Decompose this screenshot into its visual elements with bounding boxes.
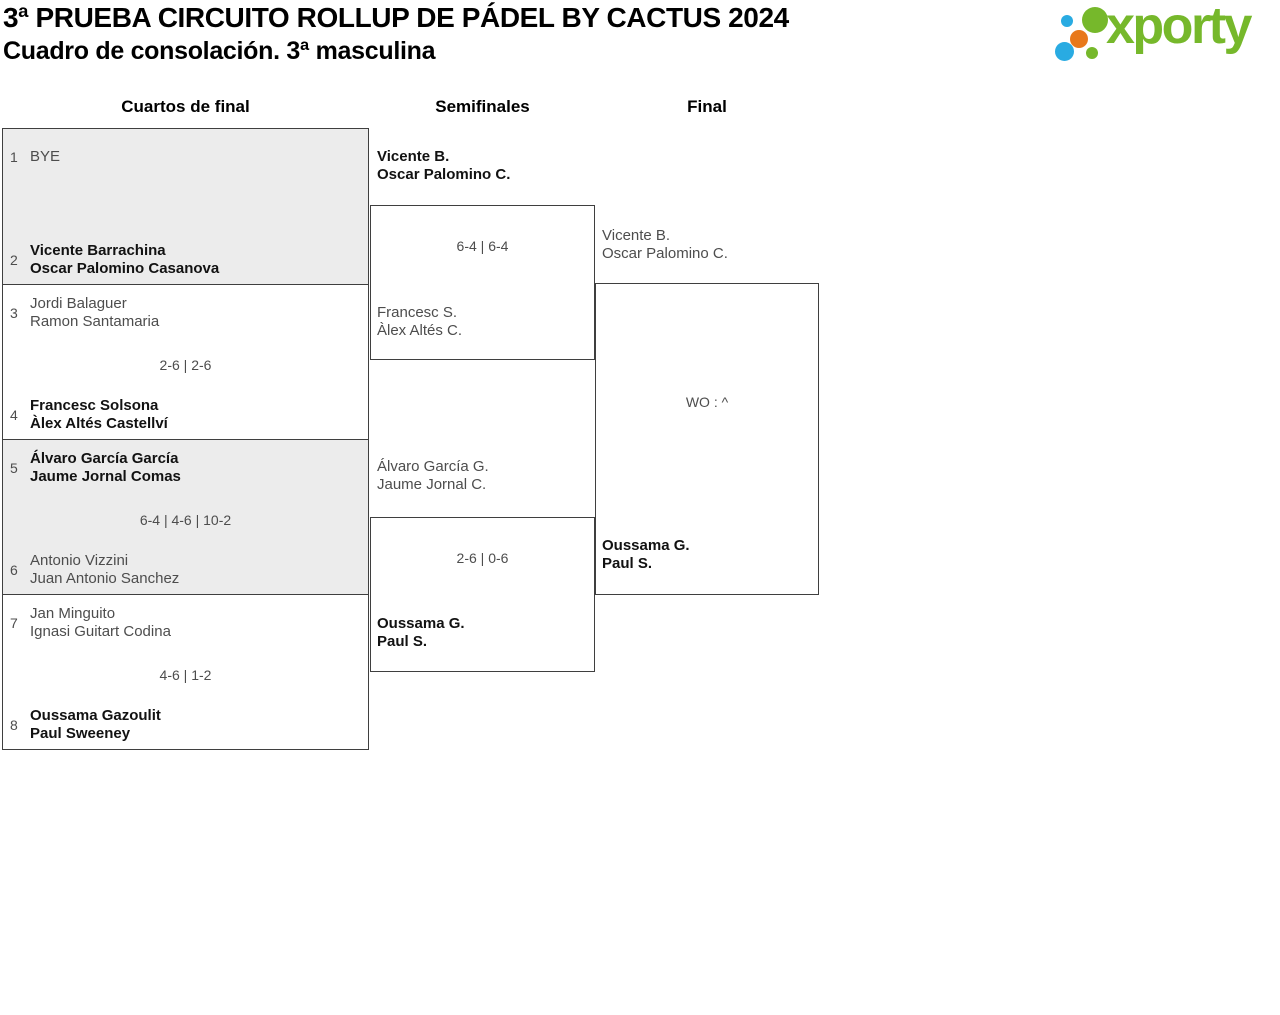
player-name: Oscar Palomino Casanova (30, 260, 220, 277)
player-name: Jan Minguito (30, 605, 116, 622)
match-score: 6-4 | 6-4 (456, 238, 509, 254)
seed-number: 7 (10, 615, 18, 631)
player-name: Oussama Gazoulit (30, 707, 161, 724)
sf2-team-top-label (377, 458, 489, 494)
player-name: Oscar Palomino C. (377, 166, 511, 183)
player-name: Oussama G. (602, 537, 690, 554)
sf1-team-top-label (377, 148, 510, 184)
seed-number: 8 (10, 717, 18, 733)
player-name: Paul S. (602, 555, 653, 572)
player-name: Francesc Solsona (30, 397, 159, 414)
qf1-team-bottom (10, 242, 362, 278)
logo-wordmark: xporty (1106, 0, 1250, 55)
seed-number: 1 (10, 149, 18, 165)
player-name: Àlex Altés Castellví (30, 415, 168, 432)
player-name: Álvaro García García (30, 450, 179, 467)
seed-number: 3 (10, 305, 18, 321)
player-name: Oscar Palomino C. (602, 245, 728, 262)
player-name: Vicente B. (377, 148, 450, 165)
seed-number: 4 (10, 407, 18, 423)
sf1-team-bottom-label (377, 304, 462, 340)
match-score: 4-6 | 1-2 (159, 667, 212, 683)
logo-dot-icon (1061, 15, 1073, 27)
match-score-walkover: WO : ^ (685, 394, 729, 410)
final-team-bottom-label (602, 537, 690, 573)
round-header-quarterfinals: Cuartos de final (121, 97, 250, 116)
logo-dot-icon (1086, 47, 1098, 59)
player-name: Jordi Balaguer (30, 295, 127, 312)
logo-dot-icon (1055, 42, 1074, 61)
qf4-team-top (10, 605, 362, 641)
round-header-final: Final (687, 97, 727, 116)
seed-number: 5 (10, 460, 18, 476)
seed-number: 2 (10, 252, 18, 268)
player-name: Juan Antonio Sanchez (30, 570, 180, 587)
qf4-team-bottom (10, 707, 362, 743)
player-name: Jaume Jornal C. (377, 476, 487, 493)
logo-dot-icon (1070, 30, 1088, 48)
qf3-team-bottom (10, 552, 362, 588)
match-score: 2-6 | 2-6 (159, 357, 212, 373)
qf1-team-top (10, 139, 362, 175)
player-name: Jaume Jornal Comas (30, 468, 181, 485)
round-header-semifinals: Semifinales (435, 97, 530, 116)
seed-number: 6 (10, 562, 18, 578)
qf-match-4[interactable] (3, 594, 368, 749)
page-subtitle: Cuadro de consolación. 3ª masculina (3, 37, 436, 65)
player-name: Francesc S. (377, 304, 458, 321)
logo-dot-icon (1082, 7, 1108, 33)
match-score: 2-6 | 0-6 (456, 550, 509, 566)
player-name: Ramon Santamaria (30, 313, 160, 330)
final-team-top-label (602, 227, 728, 263)
player-name: Vicente B. (602, 227, 671, 244)
qf-match-3[interactable] (3, 439, 368, 594)
player-name: Paul Sweeney (30, 725, 131, 742)
player-name: Álvaro García G. (377, 458, 489, 475)
qf-match-1[interactable] (3, 129, 368, 284)
player-name: Ignasi Guitart Codina (30, 623, 171, 640)
qf2-team-top (10, 295, 362, 331)
match-score: 6-4 | 4-6 | 10-2 (139, 512, 232, 528)
qf2-team-bottom (10, 397, 362, 433)
qf3-team-top (10, 450, 362, 486)
player-name: Paul S. (377, 633, 428, 650)
page-title: 3ª PRUEBA CIRCUITO ROLLUP DE PÁDEL BY CACTUS 2024 (3, 2, 789, 33)
player-name: Oussama G. (377, 615, 465, 632)
player-name: Àlex Altés C. (377, 322, 463, 339)
player-name: Vicente Barrachina (30, 242, 166, 259)
qf-match-2[interactable] (3, 284, 368, 439)
quarterfinals-bracket (2, 128, 369, 750)
sf2-team-bottom-label (377, 615, 465, 651)
player-name: BYE (30, 148, 61, 165)
player-name: Antonio Vizzini (30, 552, 129, 569)
xporty-logo[interactable] (1050, 0, 1280, 75)
